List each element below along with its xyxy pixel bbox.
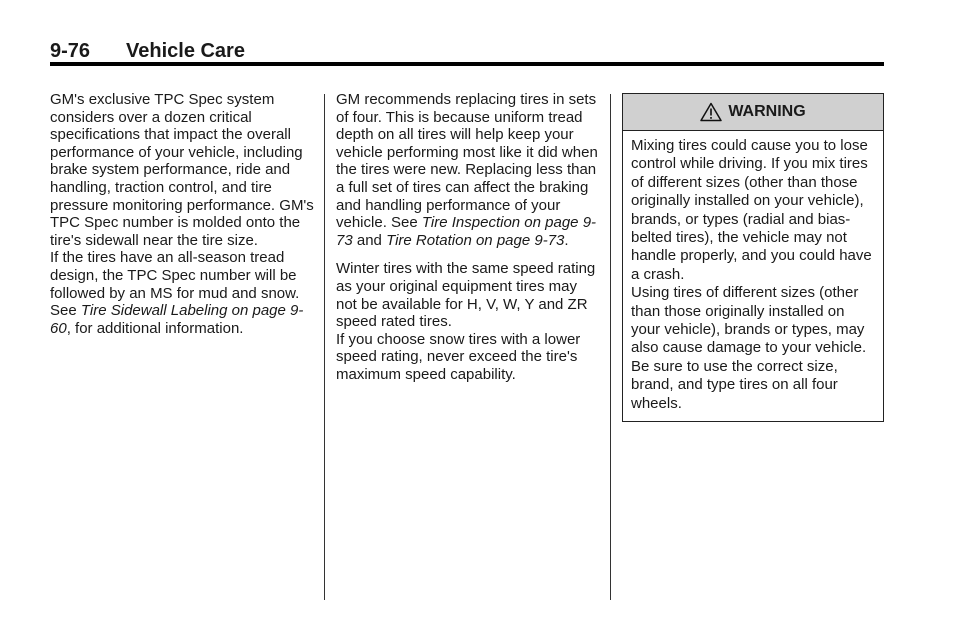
warning-title: WARNING bbox=[728, 103, 806, 120]
paragraph: GM's exclusive TPC Spec system considers over a dozen critical specifications that impact the overall performance of your vehicle, including brake system performance, ride and handling, traction control, and tire pressure monitoring performance. GM's TPC Spec number is molded onto the tire's sidewall near the tire size. bbox=[50, 91, 314, 249]
header-rule bbox=[50, 62, 884, 66]
page-number: 9-76 bbox=[50, 40, 91, 62]
paragraph: If the tires have an all-season tread design, the TPC Spec number will be followed by an MS for mud and snow. See Tire Sidewall Labeling on page 9-60, for additional information. bbox=[50, 249, 304, 337]
paragraph: Mixing tires could cause you to lose control while driving. If you mix tires of different sizes (other than those originally installed on your vehicle), brands, or types (radial and bias-belted tires), the vehicle may not handle properly, and you could have a crash. bbox=[631, 137, 872, 283]
cross-reference-link[interactable]: Tire Inspection on page 9-73 bbox=[336, 214, 597, 249]
paragraph: Winter tires with the same speed rating as your original equipment tires may not be available for H, V, W, Y and ZR speed rated tires. bbox=[336, 260, 596, 331]
column-middle bbox=[336, 91, 601, 384]
paragraph: If you choose snow tires with a lower speed rating, never exceed the tire's maximum speed capability. bbox=[336, 330, 581, 383]
warning-box bbox=[622, 93, 884, 422]
section-title: Vehicle Care bbox=[126, 40, 245, 62]
warning-body bbox=[623, 131, 883, 413]
column-divider bbox=[610, 94, 611, 600]
warning-header bbox=[623, 94, 883, 131]
warning-triangle-icon bbox=[700, 102, 722, 122]
paragraph: GM recommends replacing tires in sets of four. This is because uniform tread depth on all tires will help keep your vehicle performing most like it did when the tires were new. Replacing less than a full set of tires can affect the braking and handling performance of your vehicle. See Tire Inspection on page 9-73 and Tire Rotation on page 9-73. bbox=[336, 91, 598, 249]
column-left bbox=[50, 91, 315, 337]
cross-reference-link[interactable]: Tire Rotation on page 9-73 bbox=[386, 231, 565, 249]
cross-reference-link[interactable]: Tire Sidewall Labeling on page 9-60 bbox=[50, 302, 304, 337]
column-divider bbox=[324, 94, 325, 600]
paragraph: Using tires of different sizes (other than those originally installed on your vehicle), brands or types, may also cause damage to your vehicle. Be sure to use the correct size, brand, and type tires on all four wheels. bbox=[631, 284, 867, 412]
